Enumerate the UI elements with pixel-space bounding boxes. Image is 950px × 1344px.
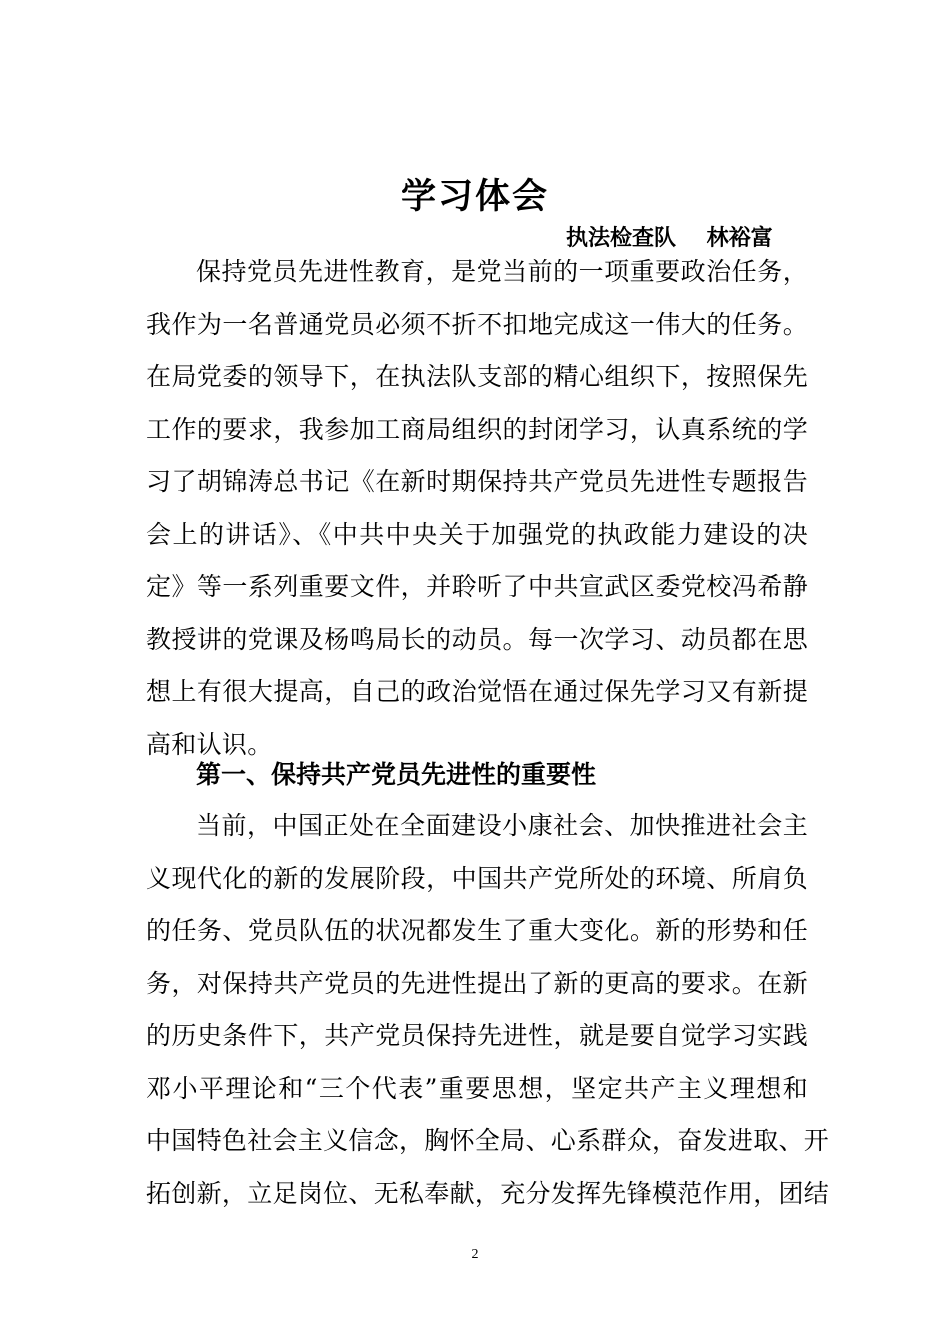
paragraph-line: 在局党委的领导下，在执法队支部的精心组织下，按照保先 bbox=[146, 362, 808, 391]
paragraph-line: 定》等一系列重要文件，并聆听了中共宣武区委党校冯希静 bbox=[146, 572, 808, 601]
document-title: 学习体会 bbox=[400, 176, 549, 217]
section-heading: 第一、保持共产党员先进性的重要性 bbox=[196, 760, 597, 789]
paragraph-line: 拓创新，立足岗位、无私奉献，充分发挥先锋模范作用，团结 bbox=[146, 1178, 830, 1208]
paragraph-line: 中国特色社会主义信念，胸怀全局、心系群众，奋发进取、开 bbox=[146, 1126, 830, 1155]
paragraph-line: 当前，中国正处在全面建设小康社会、加快推进社会主 bbox=[196, 811, 808, 840]
paragraph-line: 保持党员先进性教育，是党当前的一项重要政治任务， bbox=[196, 257, 808, 286]
page-number: 2 bbox=[471, 1247, 479, 1262]
paragraph-line: 义现代化的新的发展阶段，中国共产党所处的环境、所肩负 bbox=[146, 863, 808, 893]
paragraph-line: 务，对保持共产党员的先进性提出了新的更高的要求。在新 bbox=[146, 968, 808, 998]
paragraph-line: 想上有很大提高，自己的政治觉悟在通过保先学习又有新提 bbox=[146, 677, 808, 706]
paragraph-line: 教授讲的党课及杨鸣局长的动员。每一次学习、动员都在思 bbox=[146, 624, 808, 654]
paragraph-intro bbox=[146, 246, 808, 771]
paragraph-line: 高和认识。 bbox=[146, 729, 273, 759]
paragraph-line: 我作为一名普通党员必须不折不扣地完成这一伟大的任务。 bbox=[146, 309, 808, 339]
paragraph-line: 的任务、党员队伍的状况都发生了重大变化。新的形势和任 bbox=[146, 916, 808, 945]
paragraph-line: 邓小平理论和“三个代表”重要思想，坚定共产主义理想和 bbox=[146, 1073, 808, 1103]
paragraph-line: 工作的要求，我参加工商局组织的封闭学习，认真系统的学 bbox=[146, 414, 808, 444]
paragraph-line: 的历史条件下，共产党员保持先进性，就是要自觉学习实践 bbox=[146, 1021, 808, 1050]
paragraph-line: 习了胡锦涛总书记《在新时期保持共产党员先进性专题报告 bbox=[146, 467, 808, 496]
author-line: 执法检查队 林裕富 bbox=[566, 225, 773, 251]
paragraph-section-one bbox=[146, 800, 830, 1220]
paragraph-line: 会上的讲话》、《中共中央关于加强党的执政能力建设的决 bbox=[146, 519, 808, 549]
